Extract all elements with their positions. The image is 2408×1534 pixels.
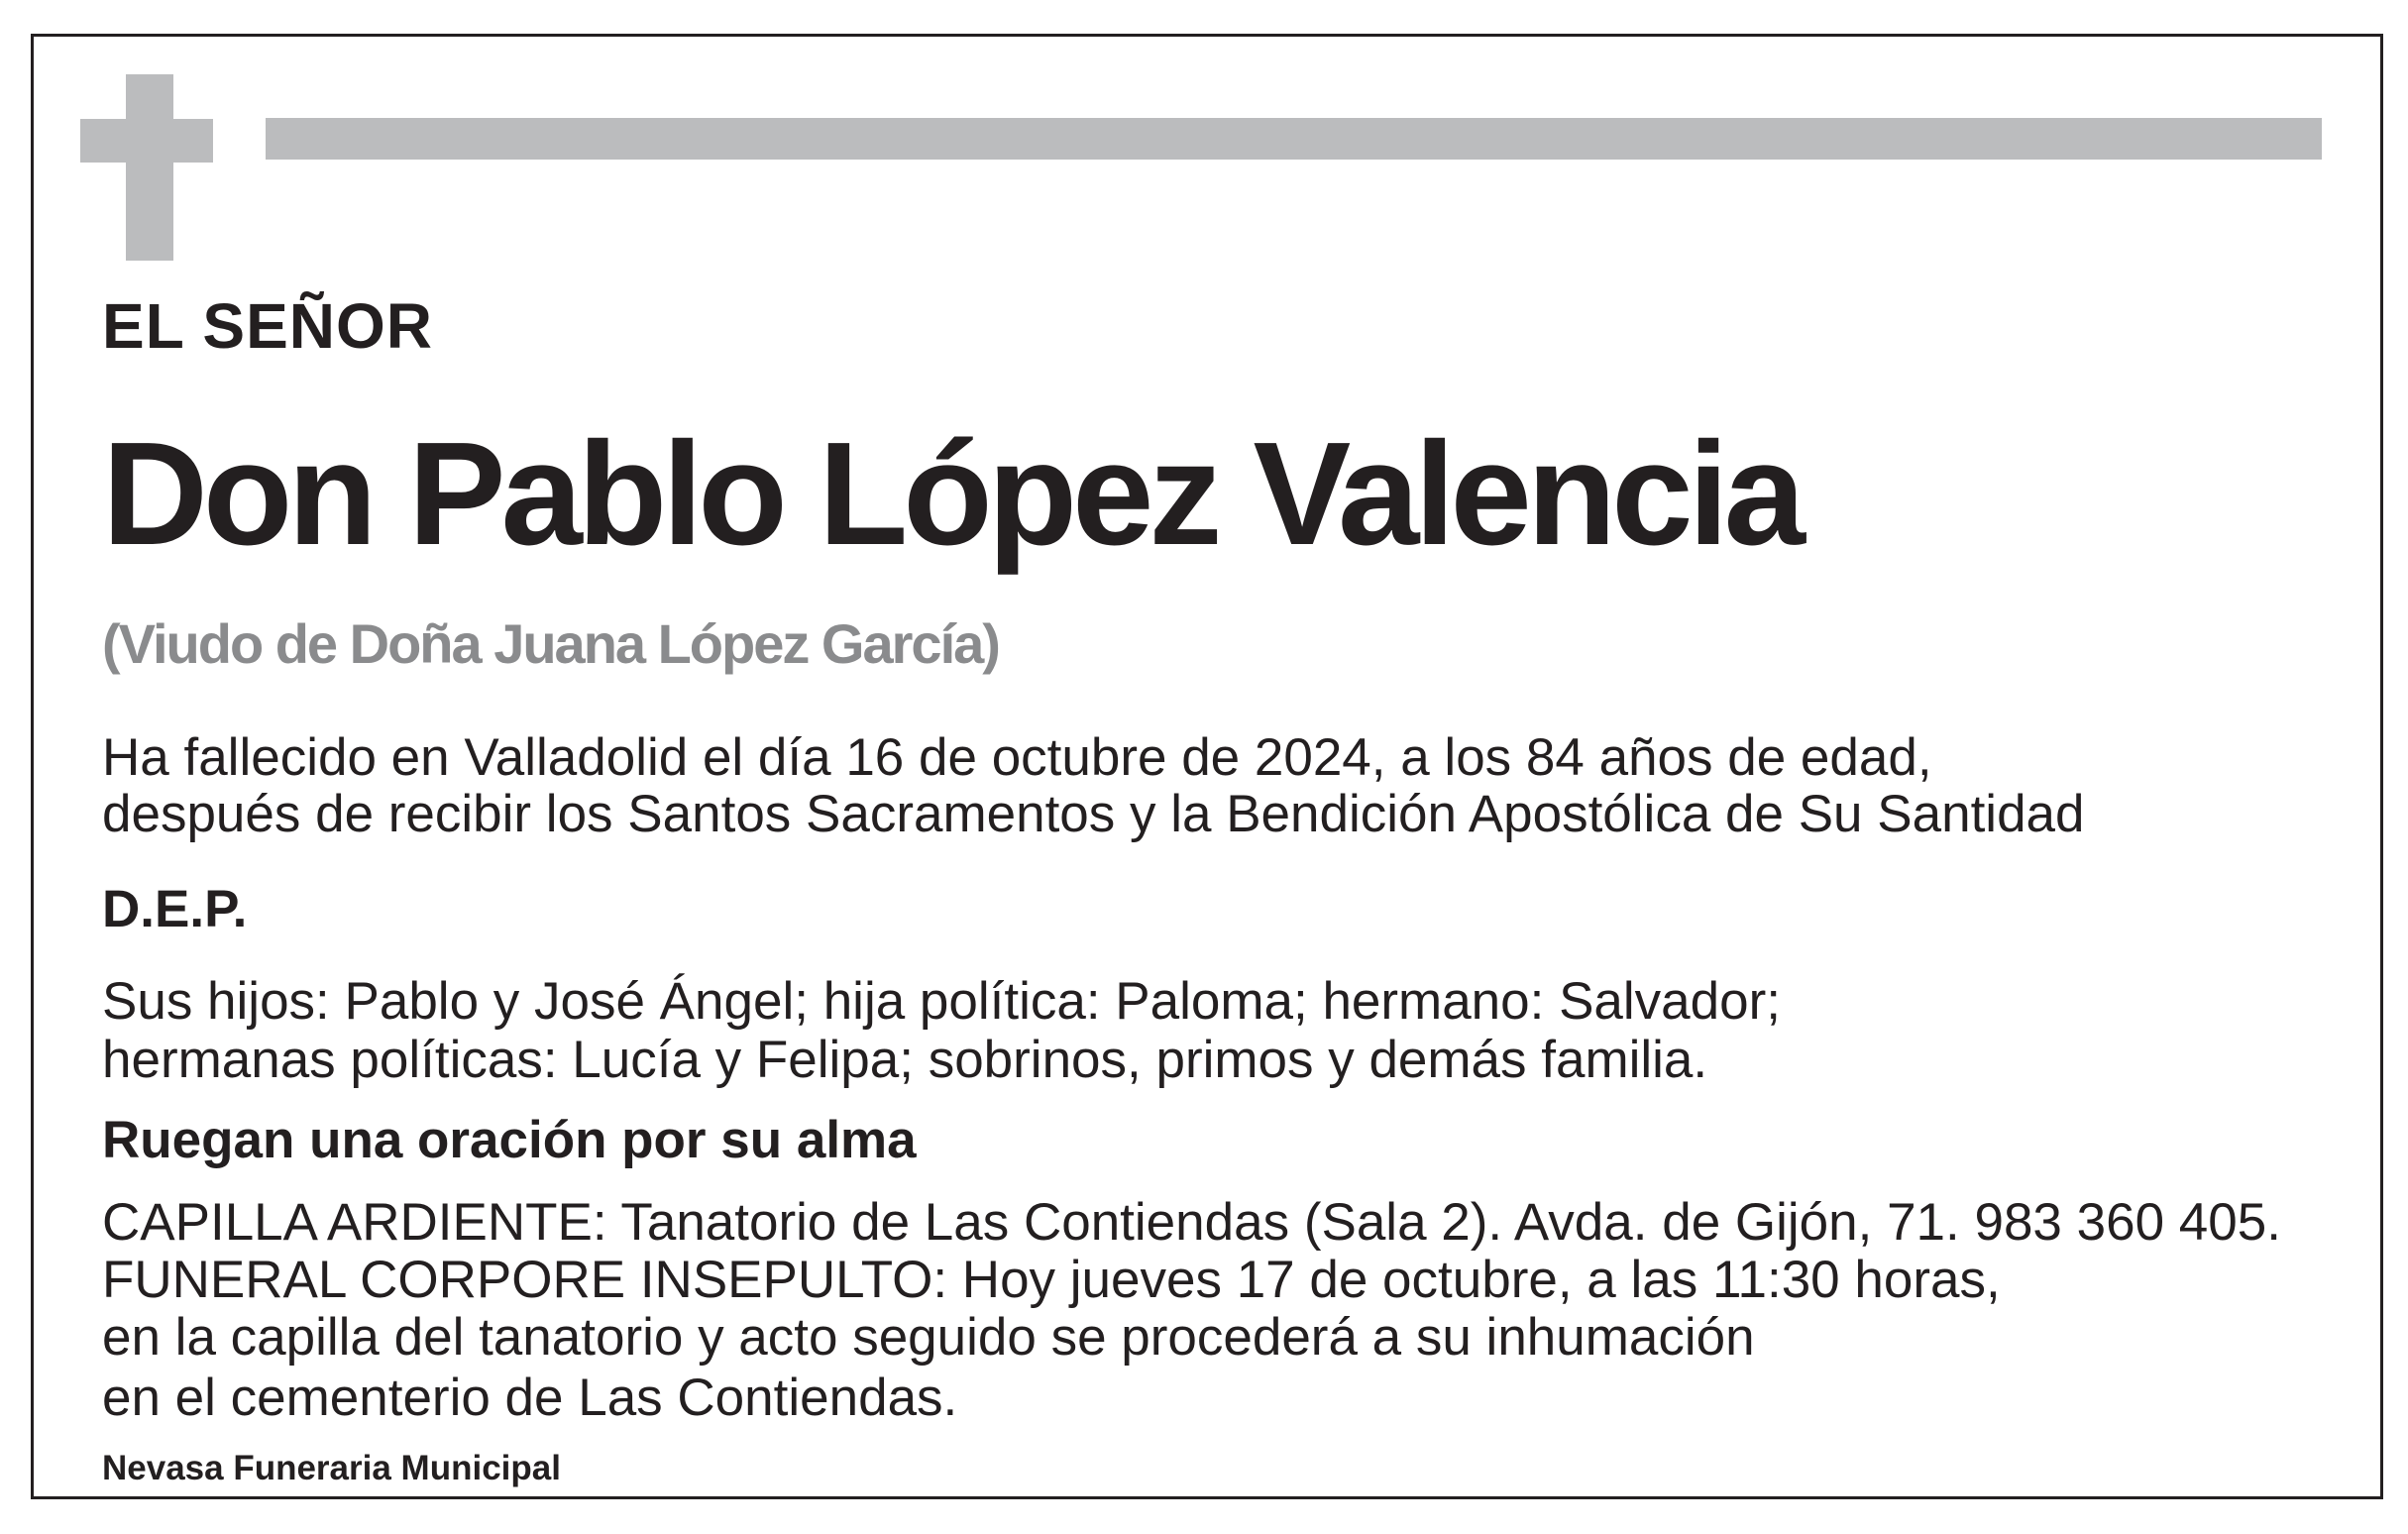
header-divider-bar [266, 118, 2322, 160]
prayer-request: Ruegan una oración por su alma [102, 1111, 917, 1169]
ceremony-line: en la capilla del tanatorio y acto seguido se procederá a su inhumación [102, 1308, 1755, 1367]
rip-label: D.E.P. [102, 880, 248, 938]
cross-vertical-bar [126, 74, 173, 261]
honorific: EL SEÑOR [102, 290, 433, 362]
deceased-name: Don Pablo López Valencia [102, 412, 1801, 576]
family-line: Sus hijos: Pablo y José Ángel; hija política: Paloma; hermano: Salvador; [102, 972, 1781, 1031]
death-line: después de recibir los Santos Sacramentos y la Bendición Apostólica de Su Santidad [102, 785, 2085, 843]
ceremony-line: en el cementerio de Las Contiendas. [102, 1369, 958, 1427]
ceremony-line: CAPILLA ARDIENTE: Tanatorio de Las Contiendas (Sala 2). Avda. de Gijón, 71. 983 360 405. [102, 1193, 2281, 1252]
cross-horizontal-bar [80, 119, 213, 163]
ceremony-line: FUNERAL CORPORE INSEPULTO: Hoy jueves 17 de octubre, a las 11:30 horas, [102, 1251, 2001, 1309]
death-line: Ha fallecido en Valladolid el día 16 de octubre de 2024, a los 84 años de edad, [102, 728, 1932, 787]
funeral-home: Nevasa Funeraria Municipal [102, 1449, 561, 1487]
family-line: hermanas políticas: Lucía y Felipa; sobrinos, primos y demás familia. [102, 1031, 1708, 1089]
widow-line: (Viudo de Doña Juana López García) [102, 612, 999, 675]
